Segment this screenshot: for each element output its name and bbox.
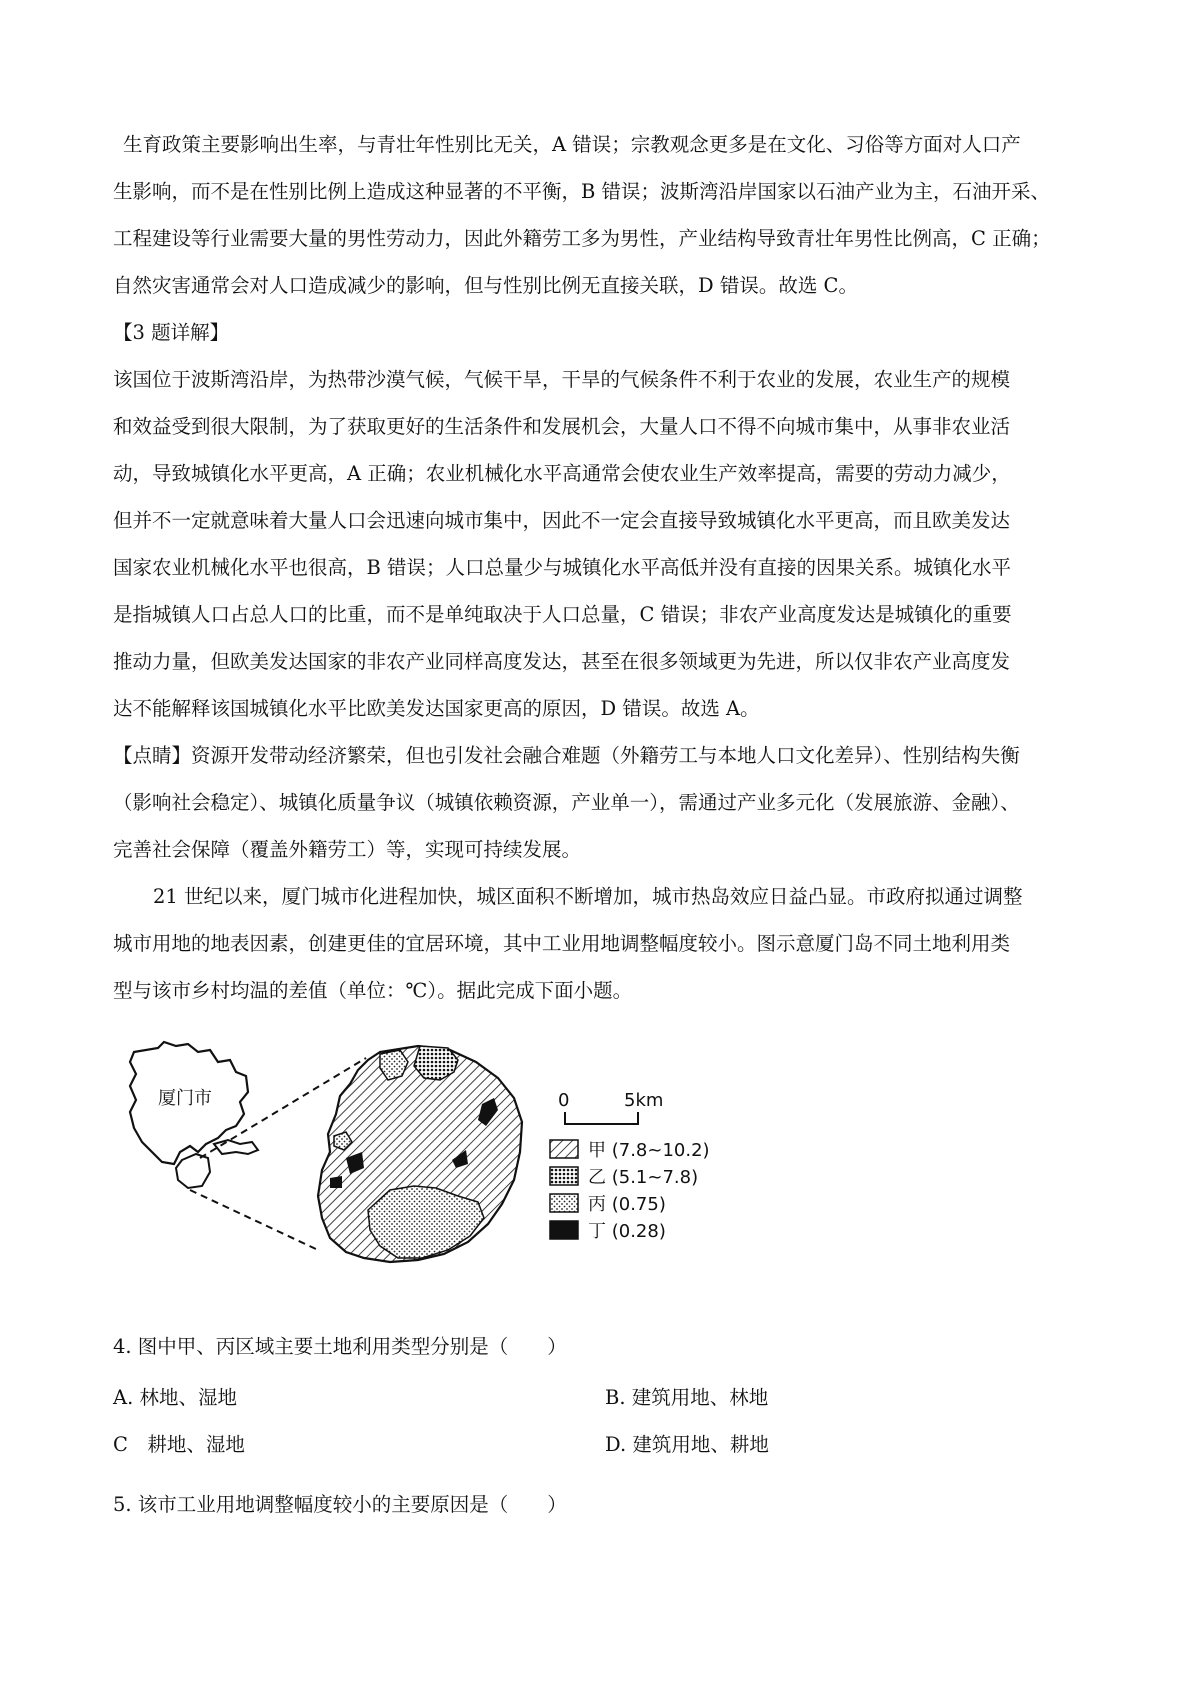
legend-label-ding: 丁 (0.28) <box>588 1221 666 1242</box>
question-3-heading: 【3 题详解】 <box>113 321 230 344</box>
legend-swatch-bing <box>550 1194 578 1212</box>
scale-zero: 0 <box>558 1090 570 1111</box>
answer-3-line: 该国位于波斯湾沿岸，为热带沙漠气候，气候干旱，干旱的气候条件不利于农业的发展，农业生产的规模 <box>113 368 1011 391</box>
answer-2-line: 自然灾害通常会对人口造成减少的影响，但与性别比例无直接关联，D 错误。故选 C。 <box>113 274 858 297</box>
stem-line: 21 世纪以来，厦门城市化进程加快，城区面积不断增加，城市热岛效应日益凸显。市政府拟通过调整 <box>153 885 1023 908</box>
answer-3-line: 动，导致城镇化水平更高，A 正确；农业机械化水平高通常会使农业生产效率提高，需要的劳动力减少， <box>113 462 1011 485</box>
answer-3-paragraph <box>113 356 1098 732</box>
comment-paragraph <box>113 732 1098 873</box>
answer-2-line: 工程建设等行业需要大量的男性劳动力，因此外籍劳工多为男性，产业结构导致青壮年男性比例高，C 正确； <box>113 227 1051 250</box>
question-4-option-a[interactable]: A. 林地、湿地 <box>113 1386 237 1409</box>
map-svg <box>118 1040 818 1310</box>
answer-3-line: 国家农业机械化水平也很高，B 错误；人口总量少与城镇化水平高低并没有直接的因果关系。城镇化水平 <box>113 556 1012 579</box>
question-5-stem: 5. 该市工业用地调整幅度较小的主要原因是（ ） <box>113 1493 567 1516</box>
question-4-option-c[interactable]: C 耕地、湿地 <box>113 1433 245 1456</box>
scale-distance: 5km <box>624 1090 664 1111</box>
xiamen-land-use-map <box>118 1040 818 1310</box>
question-4-stem: 4. 图中甲、丙区域主要土地利用类型分别是（ ） <box>113 1335 567 1358</box>
legend-swatch-ding <box>550 1221 578 1239</box>
stem-line: 型与该市乡村均温的差值（单位：℃）。据此完成下面小题。 <box>113 979 633 1002</box>
city-label: 厦门市 <box>158 1088 212 1109</box>
island-land-ding-sw <box>330 1176 342 1188</box>
legend-label-bing: 丙 (0.75) <box>588 1194 666 1215</box>
stem-line: 城市用地的地表因素，创建更佳的宜居环境，其中工业用地调整幅度较小。图示意厦门岛不同土地利用类 <box>113 932 1011 955</box>
answer-2-paragraph <box>113 121 1098 309</box>
question-4-option-b[interactable]: B. 建筑用地、林地 <box>605 1386 769 1409</box>
answer-3-line: 和效益受到很大限制，为了获取更好的生活条件和发展机会，大量人口不得不向城市集中，从事非农业活 <box>113 415 1011 438</box>
peninsula-inset <box>214 1140 258 1154</box>
answer-2-line: 生育政策主要影响出生率，与青壮年性别比无关，A 错误；宗教观念更多是在文化、习俗等方面对人口产 <box>123 133 1021 156</box>
zoom-line-bottom <box>190 1190 318 1250</box>
answer-3-line: 但并不一定就意味着大量人口会迅速向城市集中，因此不一定会直接导致城镇化水平更高，而且欧美发达 <box>113 509 1011 532</box>
comment-line: 【点睛】资源开发带动经济繁荣，但也引发社会融合难题（外籍劳工与本地人口文化差异）、性别结构失衡 <box>113 744 1020 767</box>
answer-3-line: 是指城镇人口占总人口的比重，而不是单纯取决于人口总量，C 错误；非农产业高度发达是城镇化的重要 <box>113 603 1012 626</box>
answer-3-line: 推动力量，但欧美发达国家的非农产业同样高度发达，甚至在很多领域更为先进，所以仅非农产业高度发 <box>113 650 1011 673</box>
comment-line: （影响社会稳定）、城镇化质量争议（城镇依赖资源，产业单一），需通过产业多元化（发展旅游、金融）、 <box>113 791 1020 814</box>
comment-line: 完善社会保障（覆盖外籍劳工）等，实现可持续发展。 <box>113 838 582 861</box>
question-4-option-d[interactable]: D. 建筑用地、耕地 <box>605 1433 769 1456</box>
scale-bar <box>565 1112 638 1124</box>
answer-2-line: 生影响，而不是在性别比例上造成这种显著的不平衡，B 错误；波斯湾沿岸国家以石油产业为主，石油开采、 <box>113 180 1051 203</box>
xiamen-island-inset <box>176 1154 210 1188</box>
legend-label-yi: 乙 (5.1~7.8) <box>588 1167 699 1188</box>
legend-swatch-jia <box>550 1140 578 1158</box>
question-stem-paragraph <box>113 873 1098 1014</box>
legend-swatch-yi <box>550 1167 578 1185</box>
legend-label-jia: 甲 (7.8~10.2) <box>588 1140 710 1161</box>
legend <box>550 1140 710 1242</box>
answer-3-line: 达不能解释该国城镇化水平比欧美发达国家更高的原因，D 错误。故选 A。 <box>113 697 760 720</box>
